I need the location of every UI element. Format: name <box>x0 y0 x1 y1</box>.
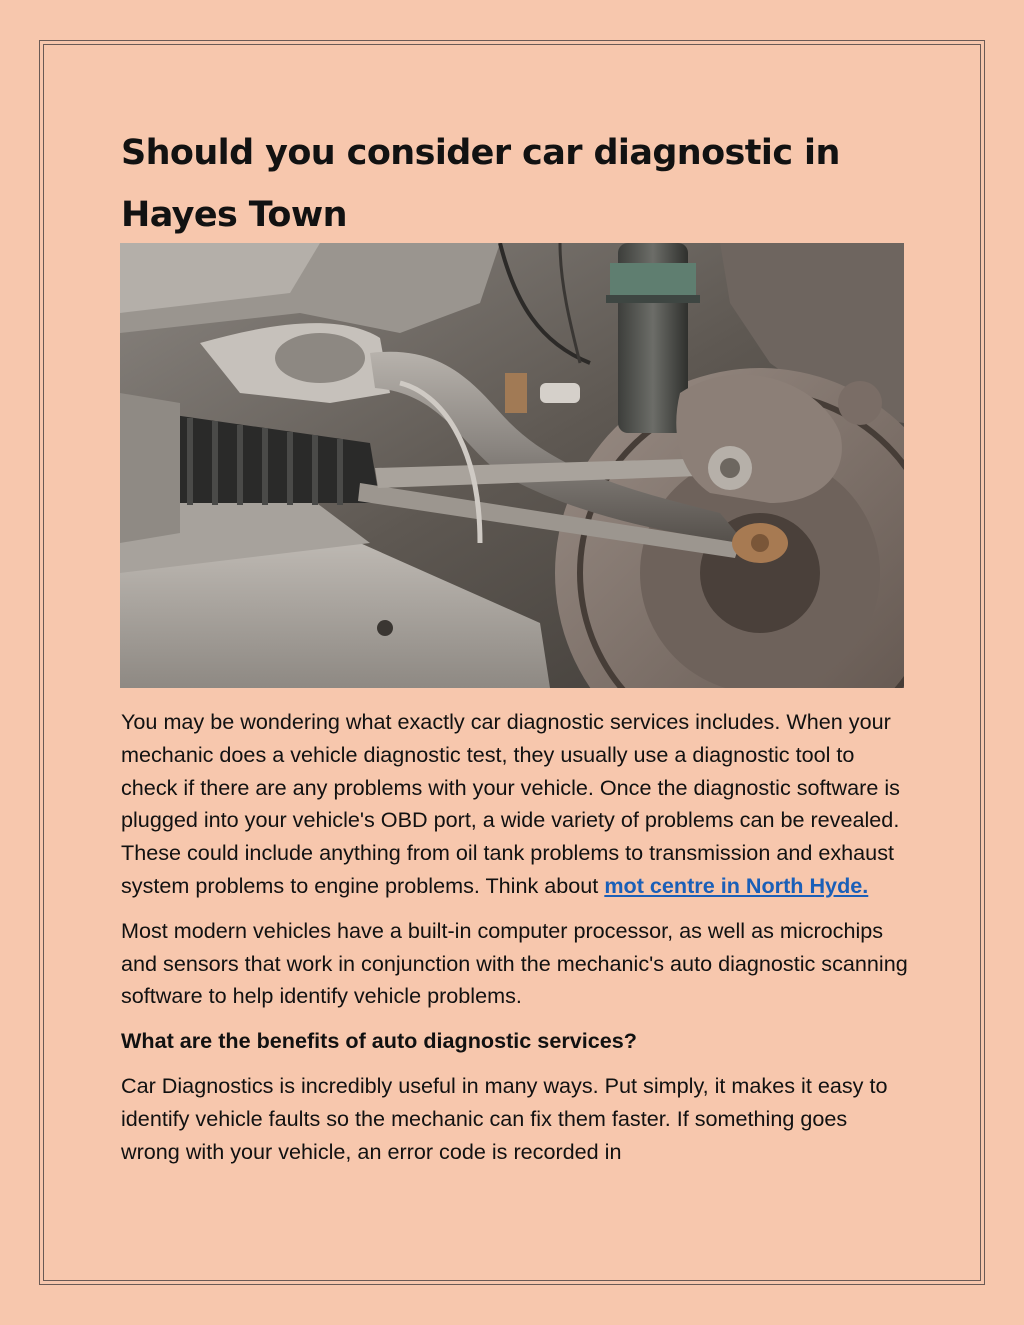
paragraph-benefits: Car Diagnostics is incredibly useful in many ways. Put simply, it makes it easy to identify vehicle faults so the mechanic can fix them faster. If something goes wrong with your vehicle, an error code is recorded in <box>121 1072 888 1164</box>
car-suspension-photo <box>120 243 904 688</box>
document-header <box>121 122 905 246</box>
paragraph-intro-text: You may be wondering what exactly car diagnostic services includes. When your mechanic does a vehicle diagnostic test, they usually use a diagnostic tool to check if there are any problems with your vehicle. Once the diagnostic software is plugged into your vehicle's OBD port, a wide variety of problems can be revealed. These could include anything from oil tank problems to transmission and exhaust system problems to engine problems. Think about <box>121 709 900 898</box>
paragraph-intro <box>121 706 911 903</box>
paragraph-modern-vehicles: Most modern vehicles have a built-in computer processor, as well as microchips and sensors that work in conjunction with the mechanic's auto diagnostic scanning software to help identify vehicle problems. <box>121 917 908 1009</box>
photo-illustration <box>120 243 904 688</box>
article-body <box>121 706 911 1180</box>
mot-centre-link[interactable]: mot centre in North Hyde. <box>604 872 869 898</box>
page-title: Should you consider car diagnostic in Hayes Town <box>121 133 840 235</box>
section-heading-benefits: What are the benefits of auto diagnostic services? <box>121 1028 637 1054</box>
